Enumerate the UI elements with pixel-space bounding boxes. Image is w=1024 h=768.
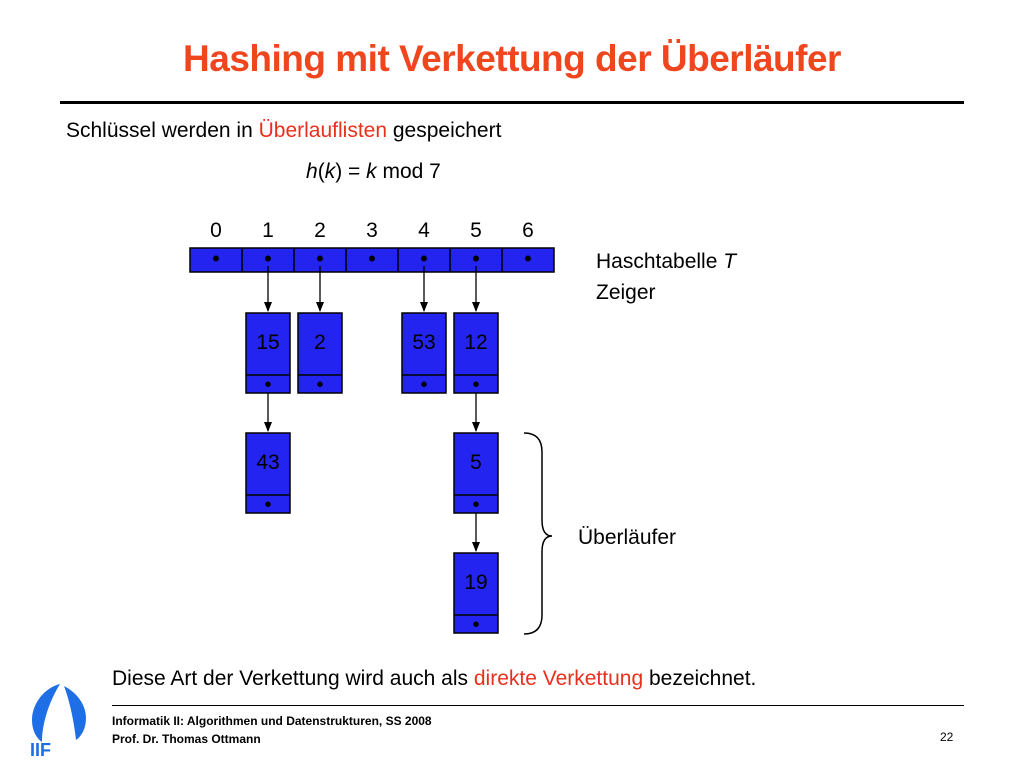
slot-pointer: • <box>524 246 532 271</box>
table-label: Haschtabelle T <box>596 250 737 273</box>
slot-index: 0 <box>210 219 222 242</box>
footer <box>112 712 432 748</box>
chain-node-key: 19 <box>464 571 488 594</box>
bottom-text <box>112 667 756 691</box>
formula-equals: = <box>342 160 367 183</box>
chain-node-pointer: • <box>264 494 272 516</box>
intro-prefix: Schlüssel werden in <box>66 119 259 142</box>
slot-pointer: • <box>212 246 220 271</box>
chain-node-pointer: • <box>264 374 272 396</box>
slot-pointer: • <box>316 246 324 271</box>
overflow-brace <box>524 433 552 634</box>
slot-index: 6 <box>522 219 534 242</box>
iif-logo <box>24 682 96 758</box>
chain-node-pointer: • <box>472 614 480 636</box>
chain-node-pointer: • <box>472 374 480 396</box>
logo-text: IIF <box>30 740 51 758</box>
bottom-suffix: bezeichnet. <box>643 667 757 690</box>
intro-suffix: gespeichert <box>387 119 502 142</box>
footer-course: Informatik II: Algorithmen und Datenstrukturen, SS 2008 <box>112 714 432 728</box>
slot-index: 5 <box>470 219 482 242</box>
chain-node-key: 12 <box>464 331 488 354</box>
formula-h: h <box>306 160 318 183</box>
slide-title: Hashing mit Verkettung der Überläufer <box>183 38 841 79</box>
chain-node-key: 2 <box>314 331 326 354</box>
pointer-label: Zeiger <box>596 281 656 304</box>
slot-pointer: • <box>472 246 480 271</box>
slot-index: 2 <box>314 219 326 242</box>
chain-node-key: 15 <box>256 331 280 354</box>
formula-k: k <box>324 160 336 183</box>
formula-close: ) <box>335 160 343 183</box>
chain-node-pointer: • <box>420 374 428 396</box>
chain-node-pointer: • <box>472 494 480 516</box>
footer-divider <box>112 705 964 706</box>
chain-node-key: 53 <box>412 331 436 354</box>
slot-pointer: • <box>264 246 272 271</box>
chain-node-key: 43 <box>256 451 280 474</box>
overflow-label: Überläufer <box>578 526 677 549</box>
slot-index: 3 <box>366 219 378 242</box>
logo-mark <box>32 684 86 742</box>
footer-author: Prof. Dr. Thomas Ottmann <box>112 732 261 746</box>
slot-index: 1 <box>262 219 274 242</box>
bottom-highlight: direkte Verkettung <box>473 667 644 690</box>
chain-node-pointer: • <box>316 374 324 396</box>
slot-index: 4 <box>418 219 430 242</box>
formula-open: ( <box>317 160 325 183</box>
chain-node-key: 5 <box>470 451 482 474</box>
page-number: 22 <box>940 730 954 744</box>
slot-pointer: • <box>368 246 376 271</box>
formula-k2: k <box>366 160 377 183</box>
intro-highlight: Überlauflisten <box>258 119 388 142</box>
formula-rest: mod 7 <box>376 160 441 183</box>
slot-pointer: • <box>420 246 428 271</box>
bottom-prefix: Diese Art der Verkettung wird auch als <box>112 667 474 690</box>
